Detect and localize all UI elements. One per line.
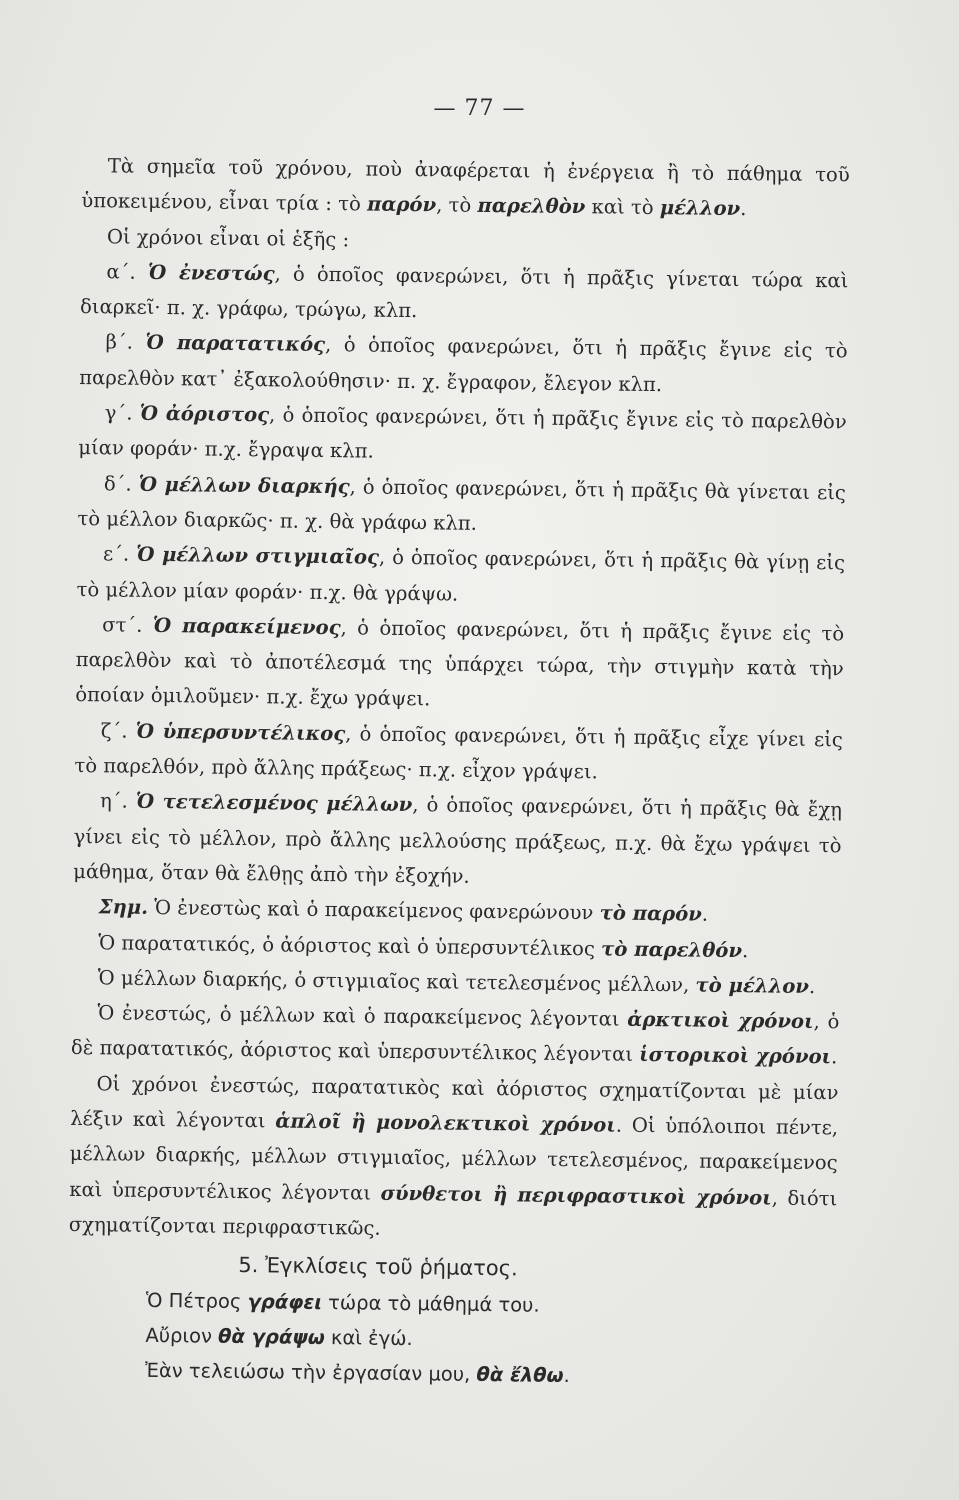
tense-description: , ὁ ὁποῖος φανερώνει, ὅτι ἡ πρᾶξις γίνεται τώρα καὶ διαρκεῖ· π. χ. γράφω, τρώγω, κλπ. bbox=[79, 262, 849, 323]
tense-item-perfect bbox=[75, 607, 844, 722]
intro-paragraph bbox=[81, 148, 850, 228]
emphasis: ἁπλοῖ ἢ μονολεκτικοὶ χρόνοι bbox=[275, 1109, 616, 1137]
item-marker: ε΄. bbox=[102, 542, 137, 566]
text-run: καὶ ἐγώ. bbox=[324, 1325, 413, 1350]
emphasis: θὰ γράψω bbox=[217, 1324, 325, 1349]
item-marker: α΄. bbox=[106, 260, 149, 284]
emphasis: σύνθετοι ἢ περιφραστικοὶ χρόνοι bbox=[380, 1181, 772, 1210]
tense-name: Ὁ μέλλων διαρκής bbox=[138, 472, 350, 498]
note-label: Σημ. bbox=[98, 895, 149, 920]
term-past: παρελθὸν bbox=[477, 194, 586, 219]
tense-item-future-continuous bbox=[77, 466, 846, 546]
tense-name: Ὁ ἐνεστώς bbox=[147, 260, 275, 286]
tense-name: Ὁ ὑπερσυντέλικος bbox=[135, 719, 346, 746]
text-run: . bbox=[808, 974, 816, 998]
term-future: μέλλον bbox=[659, 196, 741, 221]
emphasis: τὸ παρόν bbox=[599, 901, 702, 926]
tense-name: Ὁ μέλλων στιγμιαῖος bbox=[136, 542, 380, 569]
text-run: . bbox=[740, 197, 747, 221]
text-run: Ὁ Πέτρος bbox=[145, 1288, 248, 1313]
item-marker: η΄. bbox=[99, 789, 136, 814]
item-marker: ζ΄. bbox=[100, 719, 136, 743]
text-run: Ὁ ἐνεστὼς καὶ ὁ παρακείμενος φανερώνουν bbox=[147, 896, 600, 925]
text-run: . bbox=[741, 938, 749, 962]
tense-description: , ὁ ὁποῖος φανερώνει, ὅτι ἡ πρᾶξις θὰ γίνῃ εἰς τὸ μέλλον μίαν φοράν· π.χ. θὰ γράψω. bbox=[76, 545, 846, 606]
text-run: Οἱ χρόνοι ἐνεστώς, παρατατικὸς καὶ ἀόριστος σχηματίζονται μὲ μίαν λέξιν καὶ λέγονται bbox=[70, 1071, 839, 1133]
emphasis: τὸ μέλλον bbox=[695, 973, 810, 998]
item-marker: δ΄. bbox=[103, 471, 139, 496]
text-run: Οἱ χρόνοι εἶναι οἱ ἑξῆς : bbox=[106, 224, 350, 251]
emphasis: γράφει bbox=[247, 1289, 323, 1314]
tense-description: , ὁ ὁποῖος φανερώνει, ὅτι ἡ πρᾶξις θὰ γίνεται εἰς τὸ μέλλον διαρκῶς· π. χ. θὰ γράφω κλπ. bbox=[77, 474, 846, 535]
simple-compound-paragraph bbox=[69, 1066, 839, 1252]
text-run: . bbox=[701, 902, 709, 926]
text-run: Ὁ ἐνεστώς, ὁ μέλλων καὶ ὁ παρακείμενος λέγονται bbox=[97, 1001, 628, 1031]
text-run: , διότι σχηματίζονται περιφραστικῶς. bbox=[68, 1186, 838, 1240]
emphasis: ἱστορικοὶ χρόνοι bbox=[639, 1043, 832, 1069]
text-run: Ὁ παρατατικός, ὁ ἀόριστος καὶ ὁ ὑπερσυντέλικος bbox=[98, 930, 602, 960]
tense-description: , ὁ ὁποῖος φανερώνει, ὅτι ἡ πρᾶξις ἔγινε εἰς τὸ παρελθὸν κατ᾽ ἐξακολούθησιν· π. χ. ἔγραφον, ἔλεγον κλπ. bbox=[79, 333, 848, 396]
tense-name: Ὁ παρακείμενος bbox=[152, 613, 341, 640]
item-marker: γ΄. bbox=[104, 401, 140, 425]
tense-description: , ὁ ὁποῖος φανερώνει, ὅτι ἡ πρᾶξις θὰ ἔχῃ γίνει εἰς τὸ μέλλον, πρὸ ἄλλης μελλούσης πράξεως, π.χ. θὰ ἔχω γράψει τὸ μάθημα, ὅταν θὰ ἔλθῃς ἀπὸ τὴν ἐξοχήν. bbox=[73, 793, 843, 888]
tense-item-future-perfect bbox=[73, 783, 842, 898]
note-primary-historic bbox=[71, 995, 840, 1075]
text-run: καὶ τὸ bbox=[585, 195, 660, 220]
text-run: . bbox=[563, 1364, 570, 1388]
term-present: παρόν bbox=[366, 192, 437, 217]
tense-name: Ὁ ἀόριστος bbox=[139, 401, 270, 427]
text-run: τώρα τὸ μάθημά του. bbox=[321, 1290, 540, 1317]
tense-item-pluperfect bbox=[74, 713, 843, 793]
text-run: Ὁ μέλλων διαρκής, ὁ στιγμιαῖος καὶ τετελεσμένος μέλλων, bbox=[97, 966, 696, 997]
section-heading: 5. Ἐγκλίσεις τοῦ ῥήματος. bbox=[238, 1253, 518, 1281]
emphasis: τὸ παρελθόν bbox=[600, 936, 743, 962]
text-run: , ὁ δὲ παρατατικός, ἀόριστος καὶ ὑπερσυντέλικος λέγονται bbox=[70, 1010, 840, 1067]
text-run: Τὰ σημεῖα τοῦ χρόνου, ποὺ ἀναφέρεται ἡ ἐνέργεια ἢ τὸ πάθημα τοῦ ὑποκειμένου, εἶναι τρία : τὸ bbox=[81, 154, 850, 216]
tense-item-imperfect bbox=[79, 324, 848, 404]
tense-name: Ὁ παρατατικός bbox=[145, 331, 326, 357]
page-number: — 77 — bbox=[433, 96, 526, 121]
emphasis: ἀρκτικοὶ χρόνοι bbox=[627, 1007, 814, 1034]
tense-name: Ὁ τετελεσμένος μέλλων bbox=[135, 790, 413, 817]
tense-item-present bbox=[80, 254, 849, 334]
text-run: Αὔριον bbox=[145, 1323, 219, 1348]
text-run: . bbox=[830, 1045, 838, 1069]
text-run: . Οἱ ὑπόλοιποι πέντε, μέλλων διαρκής, μέλλων στιγμιαῖος, μέλλων τετελεσμένος, παρακείμενος καὶ ὑπερσυντέλικος λέγονται bbox=[69, 1113, 839, 1205]
tense-item-aorist bbox=[78, 395, 847, 475]
item-marker: β΄. bbox=[105, 330, 146, 355]
tense-item-future-simple bbox=[76, 536, 845, 616]
tense-description: , ὁ ὁποῖος φανερώνει, ὅτι ἡ πρᾶξις εἶχε γίνει εἰς τὸ παρελθόν, πρὸ ἄλλης πράξεως· π.χ. εἶχον γράψει. bbox=[74, 722, 843, 784]
tense-description: , ὁ ὁποῖος φανερώνει, ὅτι ἡ πρᾶξις ἔγινε εἰς τὸ παρελθὸν καὶ τὸ ἀποτέλεσμά της ὑπάρχει τώρα, τὴν στιγμὴν κατὰ τὴν ὁποίαν ὁμιλοῦμεν· π.χ. ἔχω γράψει. bbox=[75, 616, 845, 711]
text-run: Ἐὰν τελειώσω τὴν ἐργασίαν μου, bbox=[144, 1358, 477, 1387]
item-marker: στ΄. bbox=[102, 613, 153, 637]
page-body bbox=[67, 148, 850, 1397]
text-run: , τὸ bbox=[436, 193, 478, 218]
emphasis: θὰ ἔλθω bbox=[476, 1363, 564, 1388]
tense-description: , ὁ ὁποῖος φανερώνει, ὅτι ἡ πρᾶξις ἔγινε εἰς τὸ παρελθὸν μίαν φοράν· π.χ. ἔγραψα κλπ. bbox=[78, 403, 847, 463]
